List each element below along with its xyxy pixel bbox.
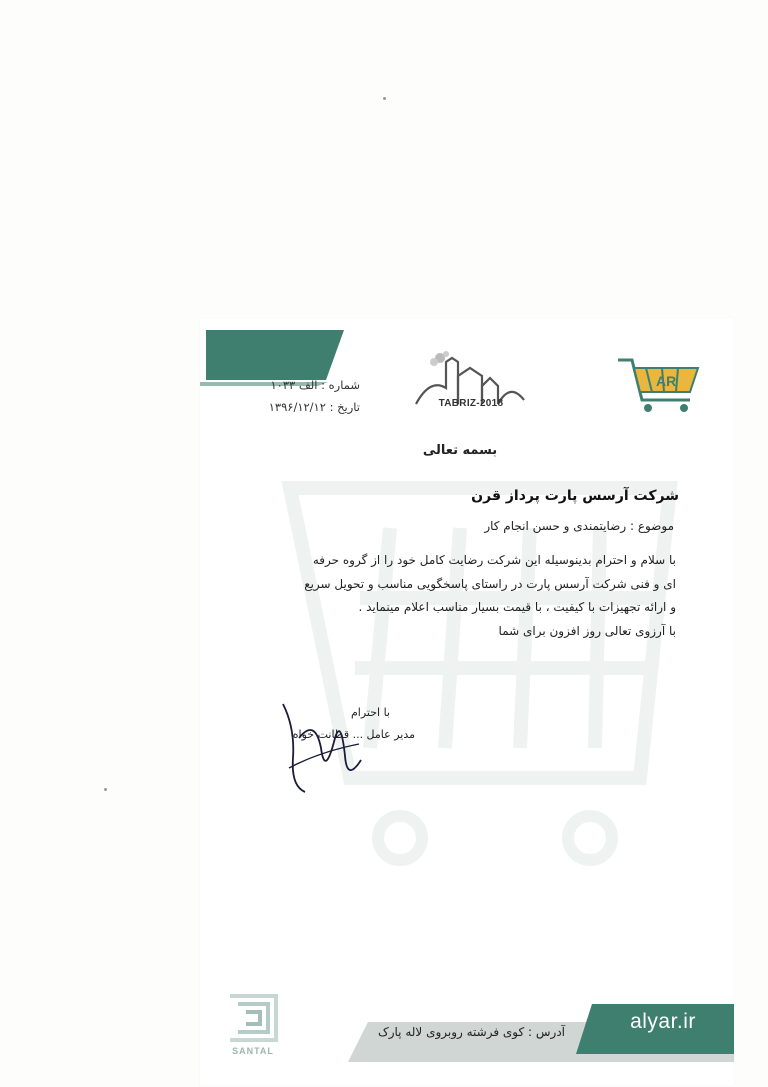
- signer-title: مدیر عامل ... قطانت خواه: [292, 728, 415, 741]
- website-url: alyar.ir: [630, 1010, 696, 1033]
- scan-speck: [383, 97, 386, 100]
- basmala-heading: بسمه تعالی: [422, 443, 498, 458]
- letter-sheet: [200, 318, 734, 1086]
- scan-speck: [104, 788, 107, 791]
- company-address: آدرس : کوی فرشته روبروی لاله پارک: [377, 1025, 565, 1039]
- body-line: با سلام و احترام بدینوسیله این شرکت رضایت کامل خود را از گروه حرفه: [312, 553, 676, 567]
- body-line: با آرزوی تعالی روز افزون برای شما: [498, 623, 676, 638]
- letter-body: [236, 549, 676, 643]
- handwritten-signature-icon: [275, 698, 365, 798]
- reference-number: شماره : الف ۱۰۳۳: [270, 378, 360, 392]
- letter-date: تاریخ : ۱۳۹۶/۱۲/۱۲: [268, 400, 360, 414]
- event-logo-text: TABRIZ-2018: [438, 398, 504, 409]
- letter-subject: موضوع : رضایتمندی و حسن انجام کار: [484, 519, 674, 533]
- body-line: ای و فنی شرکت آرسس پارت در راستای پاسخگویی مناسب و تحویل سریع: [304, 576, 676, 591]
- partner-logo-text: SANTAL: [232, 1046, 274, 1056]
- reference-block: [230, 374, 360, 418]
- body-line: و ارائه تجهیزات با کیفیت ، با قیمت بسیار مناسب اعلام مینماید .: [358, 600, 676, 614]
- svg-text:AR: AR: [656, 373, 677, 389]
- shopping-cart-logo-icon: [612, 346, 702, 416]
- closing-salutation: با احترام: [350, 706, 390, 719]
- recipient-company: شرکت آرسس پارت پرداز قرن: [471, 488, 679, 504]
